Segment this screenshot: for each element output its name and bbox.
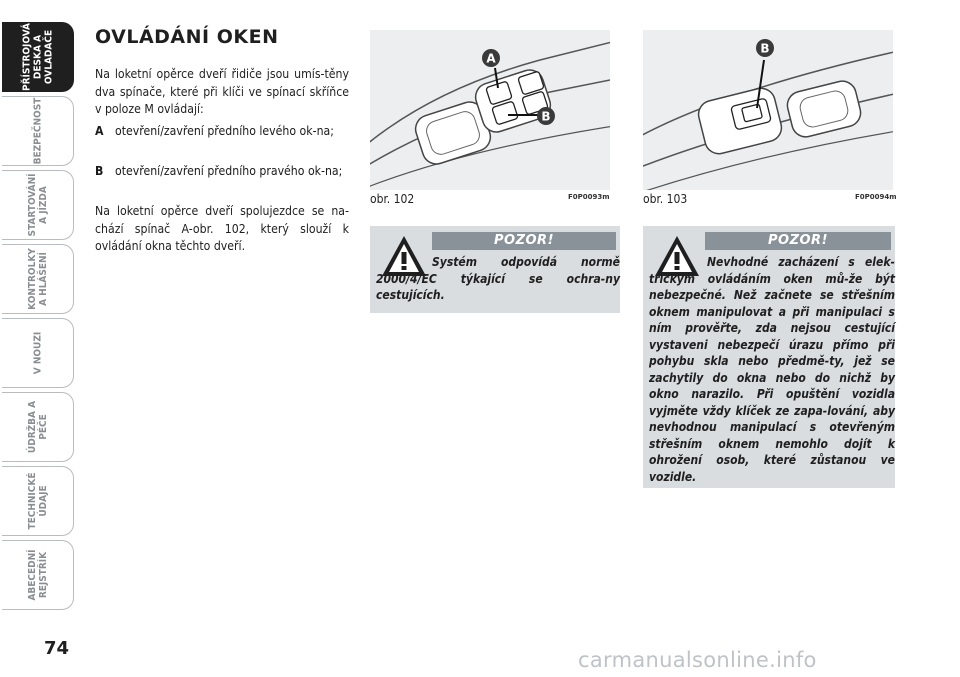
warning-title: POZOR!	[432, 232, 616, 250]
paragraph-intro: Na loketní opěrce dveří řidiče jsou umís-těny dva spínače, které při klíči ve spínací skříňce v poloze M ovládají:	[95, 67, 349, 116]
tab-v-nouzi[interactable]	[2, 318, 74, 388]
paragraph-passenger: Na loketní opěrce dveří spolujezdce se na-chází spínač A-obr. 102, který slouží k ovládání okna těchto dveří.	[95, 204, 349, 253]
list-item-b	[95, 163, 349, 181]
figure-caption: obr. 102	[370, 192, 415, 206]
tab-label: ABECEDNÍ REJSTŘÍK	[26, 549, 49, 601]
tab-label: BEZPEČNOST	[32, 97, 43, 165]
page-number: 74	[44, 638, 70, 659]
tab-label: PŘÍSTROJOVÁ DESKA A OVLADAČE	[21, 22, 54, 92]
tab-bezpecnost[interactable]	[2, 96, 74, 166]
watermark: carmanualsonline.info	[578, 648, 817, 672]
item-label: A	[95, 124, 104, 138]
page-title: OVLÁDÁNÍ OKEN	[95, 26, 279, 48]
tab-kontrolky[interactable]	[2, 244, 74, 314]
warning-text: Systém odpovídá normě 2000/4/EC týkající se ochra-ny cestujících.	[376, 255, 620, 302]
door-armrest-illustration	[643, 30, 893, 190]
warning-title: POZOR!	[705, 232, 891, 250]
figure-code: F0P0094m	[855, 193, 897, 201]
item-text: otevření/zavření předního levého ok-na;	[115, 124, 334, 138]
figure-code: F0P0093m	[568, 193, 610, 201]
item-text: otevření/zavření předního pravého ok-na;	[115, 164, 343, 178]
figure-caption: obr. 103	[643, 192, 688, 206]
warning-text: Nevhodné zacházení s elek-trickým ovládáním oken mů-že být nebezpečné. Než začnete se střešním oknem manipulovat a při manipulaci s ním prověřte, zda nejsou cestující vystaveni nebezpečí úrazu přímo při pohybu skla nebo předmě-ty, jež se zachytily do okna nebo do nichž by okno narazilo. Při opuštění vozidla vyjměte vždy klíček ze zapa-lování, aby nevhodnou manipulací s otevřeným střešním oknem nemohlo dojít k ohrožení osob, které zůstanou ve vozidle.	[649, 255, 895, 484]
item-label: B	[95, 164, 104, 178]
tab-startovani[interactable]	[2, 170, 74, 240]
warning-box-standard	[370, 226, 620, 313]
tab-label: KONTROLKY A HLÁŠENÍ	[26, 248, 49, 310]
callout-b-label: B	[760, 41, 770, 56]
callout-b-label: B	[541, 109, 551, 124]
callout-a-label: A	[486, 51, 496, 66]
tab-label: ÚDRŽBA A PÉČE	[26, 400, 49, 454]
list-item-a	[95, 123, 349, 141]
figure-passenger-door-switch	[643, 30, 893, 190]
tab-pristrojova-deska[interactable]	[2, 22, 74, 92]
tab-technicke-udaje[interactable]	[2, 466, 74, 536]
figure-driver-door-switches	[370, 30, 610, 190]
tab-label: TECHNICKÉ ÚDAJE	[26, 472, 49, 530]
tab-abecedni-rejstrik[interactable]	[2, 540, 74, 610]
warning-box-handling	[643, 226, 895, 488]
door-armrest-illustration	[370, 30, 610, 190]
tab-udrzba[interactable]	[2, 392, 74, 462]
tab-label: STARTOVÁNÍ A JÍZDA	[26, 173, 49, 237]
tab-label: V NOUZI	[32, 331, 43, 375]
